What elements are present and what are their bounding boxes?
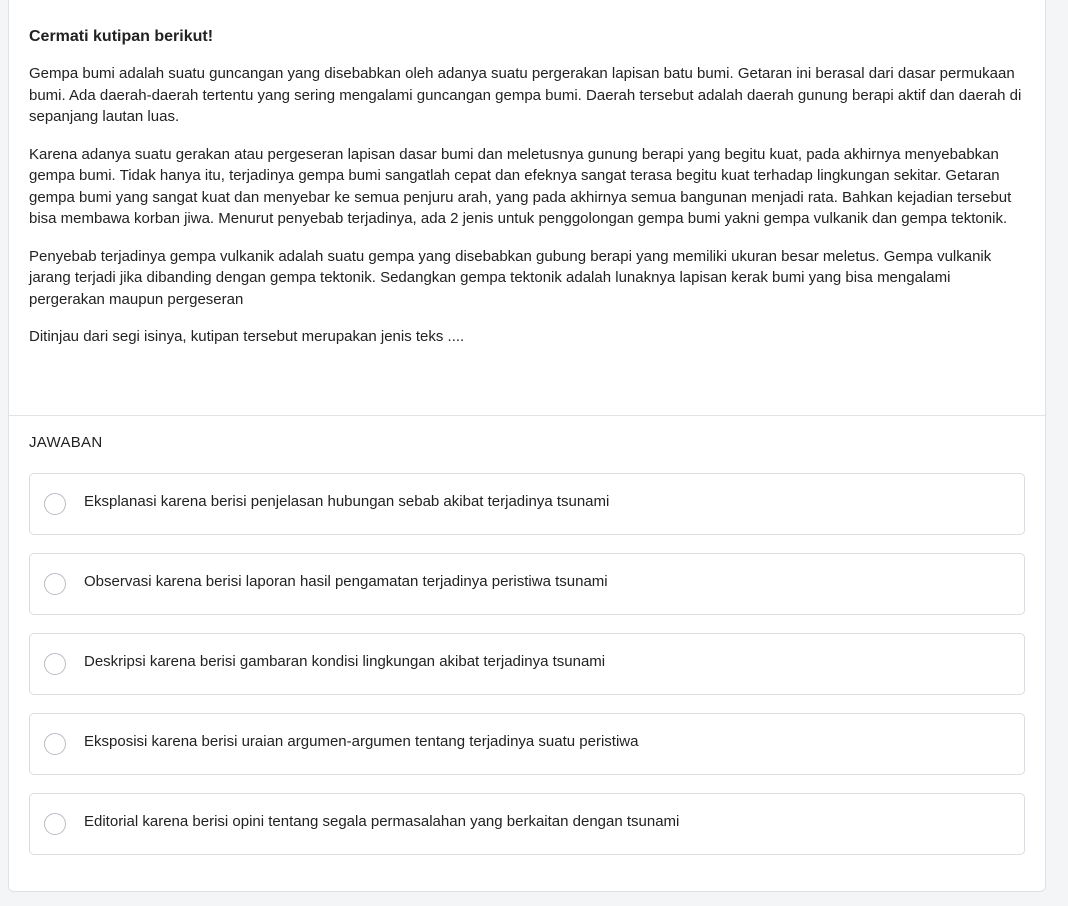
passage-paragraph-3: Penyebab terjadinya gempa vulkanik adalah suatu gempa yang disebabkan gubung berapi yang memiliki ukuran besar meletus. Gempa vulkanik jarang terjadi jika dibanding dengan gempa tektonik. Sedangkan gempa tektonik adalah lunaknya lapisan kerak bumi yang bisa mengalami pergerakan maupun pergeseran xyxy=(29,247,992,308)
question-card xyxy=(8,0,1046,892)
question-title: Cermati kutipan berikut! xyxy=(29,28,214,45)
answer-option-c[interactable] xyxy=(29,633,1025,695)
answer-option-text: Eksplanasi karena berisi penjelasan hubungan sebab akibat terjadinya tsunami xyxy=(84,493,610,510)
radio-circle-icon[interactable] xyxy=(44,813,66,835)
answer-option-a[interactable] xyxy=(29,473,1025,535)
answers-section xyxy=(29,433,1025,873)
answers-label: JAWABAN xyxy=(29,434,103,451)
passage-paragraph-1: Gempa bumi adalah suatu guncangan yang disebabkan oleh adanya suatu pergerakan lapisan batu bumi. Getaran ini berasal dari dasar permukaan bumi. Ada daerah-daerah tertentu yang sering mengalami guncangan gempa bumi. Daerah tersebut adalah daerah gunung berapi aktif dan daerah di sepanjang lautan luas. xyxy=(29,65,1022,125)
radio-circle-icon[interactable] xyxy=(44,573,66,595)
question-section xyxy=(9,0,1045,415)
answer-option-text: Observasi karena berisi laporan hasil pengamatan terjadinya peristiwa tsunami xyxy=(84,573,608,590)
answer-option-text: Eksposisi karena berisi uraian argumen-argumen tentang terjadinya suatu peristiwa xyxy=(84,733,639,750)
radio-circle-icon[interactable] xyxy=(44,493,66,515)
answer-option-text: Editorial karena berisi opini tentang segala permasalahan yang berkaitan dengan tsunami xyxy=(84,813,680,830)
answer-option-d[interactable] xyxy=(29,713,1025,775)
passage-paragraph-2: Karena adanya suatu gerakan atau pergeseran lapisan dasar bumi dan meletusnya gunung berapi yang begitu kuat, pada akhirnya menyebabkan gempa bumi. Tidak hanya itu, terjadinya gempa bumi sangatlah cepat dan efeknya sangat terasa begitu kuat terhadap lingkungan sekitar. Getaran gempa bumi yang sangat kuat dan menyebar ke semua penjuru arah, yang pada akhirnya semua bangunan menjadi rata. Bahkan kejadian tersebut bisa membawa korban jiwa. Menurut penyebab terjadinya, ada 2 jenis untuk penggolongan gempa bumi yakni gempa vulkanik dan gempa tektonik. xyxy=(29,145,1012,227)
question-prompt: Ditinjau dari segi isinya, kutipan tersebut merupakan jenis teks .... xyxy=(29,328,465,345)
radio-circle-icon[interactable] xyxy=(44,653,66,675)
answer-option-b[interactable] xyxy=(29,553,1025,615)
answer-option-e[interactable] xyxy=(29,793,1025,855)
radio-circle-icon[interactable] xyxy=(44,733,66,755)
answer-option-text: Deskripsi karena berisi gambaran kondisi lingkungan akibat terjadinya tsunami xyxy=(84,653,606,670)
section-divider xyxy=(9,415,1045,416)
